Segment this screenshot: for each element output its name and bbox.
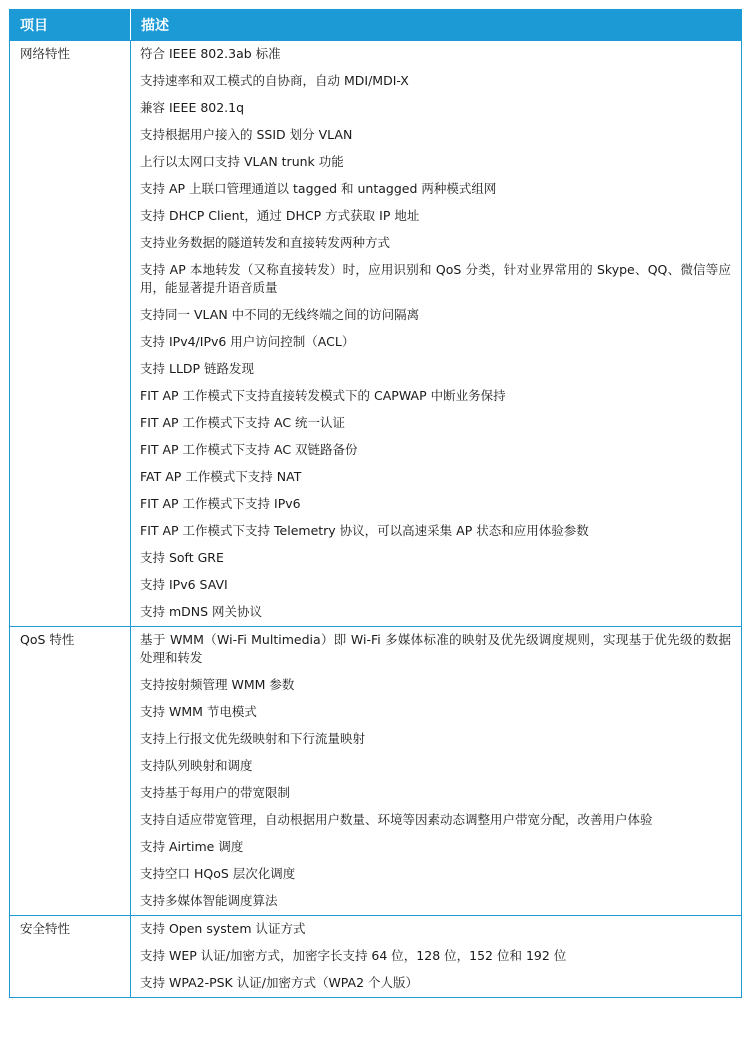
description-cell: 支持按射频管理 WMM 参数 <box>131 672 742 699</box>
description-cell: 支持 DHCP Client，通过 DHCP 方式获取 IP 地址 <box>131 203 742 230</box>
description-cell: 支持自适应带宽管理，自动根据用户数量、环境等因素动态调整用户带宽分配，改善用户体验 <box>131 807 742 834</box>
category-cell-empty <box>10 518 131 545</box>
header-item: 项目 <box>10 10 131 41</box>
category-cell-empty <box>10 834 131 861</box>
category-cell-empty <box>10 861 131 888</box>
category-cell-empty <box>10 302 131 329</box>
table-row <box>10 916 742 944</box>
category-cell-empty <box>10 95 131 122</box>
category-cell-empty <box>10 491 131 518</box>
table-row <box>10 356 742 383</box>
description-cell: 支持 IPv4/IPv6 用户访问控制（ACL） <box>131 329 742 356</box>
category-cell-empty <box>10 230 131 257</box>
table-row <box>10 329 742 356</box>
table-row <box>10 970 742 998</box>
category-cell: 网络特性 <box>10 41 131 69</box>
category-cell: 安全特性 <box>10 916 131 944</box>
category-cell-empty <box>10 753 131 780</box>
table-row <box>10 545 742 572</box>
table-row <box>10 807 742 834</box>
description-cell: 支持上行报文优先级映射和下行流量映射 <box>131 726 742 753</box>
category-cell-empty <box>10 356 131 383</box>
table-row <box>10 176 742 203</box>
description-cell: 支持多媒体智能调度算法 <box>131 888 742 916</box>
category-cell-empty <box>10 672 131 699</box>
description-cell: 支持 WMM 节电模式 <box>131 699 742 726</box>
description-cell: 基于 WMM（Wi-Fi Multimedia）即 Wi-Fi 多媒体标准的映射及优先级调度规则，实现基于优先级的数据处理和转发 <box>131 627 742 673</box>
category-cell-empty <box>10 176 131 203</box>
category-cell-empty <box>10 122 131 149</box>
category-cell-empty <box>10 699 131 726</box>
table-row <box>10 464 742 491</box>
table-row <box>10 122 742 149</box>
header-row <box>10 10 742 41</box>
description-cell: 支持 WEP 认证/加密方式，加密字长支持 64 位，128 位，152 位和 192 位 <box>131 943 742 970</box>
table-row <box>10 437 742 464</box>
table-row <box>10 943 742 970</box>
table-body <box>10 41 742 998</box>
category-cell-empty <box>10 970 131 998</box>
table-row <box>10 257 742 302</box>
description-cell: 支持速率和双工模式的自协商，自动 MDI/MDI-X <box>131 68 742 95</box>
description-cell: 支持 Soft GRE <box>131 545 742 572</box>
description-cell: FIT AP 工作模式下支持 AC 统一认证 <box>131 410 742 437</box>
table-row <box>10 672 742 699</box>
description-cell: 兼容 IEEE 802.1q <box>131 95 742 122</box>
table-row <box>10 888 742 916</box>
description-cell: 支持空口 HQoS 层次化调度 <box>131 861 742 888</box>
category-cell-empty <box>10 410 131 437</box>
category-cell-empty <box>10 943 131 970</box>
category-cell-empty <box>10 383 131 410</box>
description-cell: 支持 AP 本地转发（又称直接转发）时，应用识别和 QoS 分类，针对业界常用的 Skype、QQ、微信等应用，能显著提升语音质量 <box>131 257 742 302</box>
category-cell-empty <box>10 726 131 753</box>
spec-table <box>9 9 742 998</box>
category-cell-empty <box>10 329 131 356</box>
table-row <box>10 302 742 329</box>
table-row <box>10 68 742 95</box>
description-cell: FIT AP 工作模式下支持直接转发模式下的 CAPWAP 中断业务保持 <box>131 383 742 410</box>
category-cell: QoS 特性 <box>10 627 131 673</box>
category-cell-empty <box>10 257 131 302</box>
description-cell: 符合 IEEE 802.3ab 标准 <box>131 41 742 69</box>
category-cell-empty <box>10 807 131 834</box>
table-row <box>10 834 742 861</box>
description-cell: FAT AP 工作模式下支持 NAT <box>131 464 742 491</box>
table-row <box>10 599 742 627</box>
category-cell-empty <box>10 572 131 599</box>
category-cell-empty <box>10 780 131 807</box>
description-cell: FIT AP 工作模式下支持 AC 双链路备份 <box>131 437 742 464</box>
description-cell: 支持 LLDP 链路发现 <box>131 356 742 383</box>
description-cell: FIT AP 工作模式下支持 Telemetry 协议，可以高速采集 AP 状态和应用体验参数 <box>131 518 742 545</box>
category-cell-empty <box>10 203 131 230</box>
description-cell: 支持 IPv6 SAVI <box>131 572 742 599</box>
category-cell-empty <box>10 68 131 95</box>
table-row <box>10 149 742 176</box>
category-cell-empty <box>10 545 131 572</box>
table-row <box>10 383 742 410</box>
category-cell-empty <box>10 888 131 916</box>
table-row <box>10 95 742 122</box>
description-cell: 支持 AP 上联口管理通道以 tagged 和 untagged 两种模式组网 <box>131 176 742 203</box>
table-row <box>10 203 742 230</box>
table-row <box>10 627 742 673</box>
description-cell: 支持队列映射和调度 <box>131 753 742 780</box>
description-cell: 支持业务数据的隧道转发和直接转发两种方式 <box>131 230 742 257</box>
table-row <box>10 699 742 726</box>
table-row <box>10 726 742 753</box>
description-cell: 支持同一 VLAN 中不同的无线终端之间的访问隔离 <box>131 302 742 329</box>
category-cell-empty <box>10 149 131 176</box>
description-cell: 上行以太网口支持 VLAN trunk 功能 <box>131 149 742 176</box>
table-row <box>10 572 742 599</box>
table-row <box>10 491 742 518</box>
category-cell-empty <box>10 464 131 491</box>
description-cell: 支持根据用户接入的 SSID 划分 VLAN <box>131 122 742 149</box>
table-row <box>10 753 742 780</box>
table-row <box>10 518 742 545</box>
category-cell-empty <box>10 599 131 627</box>
table-row <box>10 41 742 69</box>
description-cell: FIT AP 工作模式下支持 IPv6 <box>131 491 742 518</box>
description-cell: 支持 Airtime 调度 <box>131 834 742 861</box>
header-description: 描述 <box>131 10 742 41</box>
description-cell: 支持 Open system 认证方式 <box>131 916 742 944</box>
description-cell: 支持 WPA2-PSK 认证/加密方式（WPA2 个人版） <box>131 970 742 998</box>
description-cell: 支持 mDNS 网关协议 <box>131 599 742 627</box>
category-cell-empty <box>10 437 131 464</box>
description-cell: 支持基于每用户的带宽限制 <box>131 780 742 807</box>
table-header <box>10 10 742 41</box>
table-row <box>10 230 742 257</box>
table-row <box>10 780 742 807</box>
table-row <box>10 410 742 437</box>
table-row <box>10 861 742 888</box>
